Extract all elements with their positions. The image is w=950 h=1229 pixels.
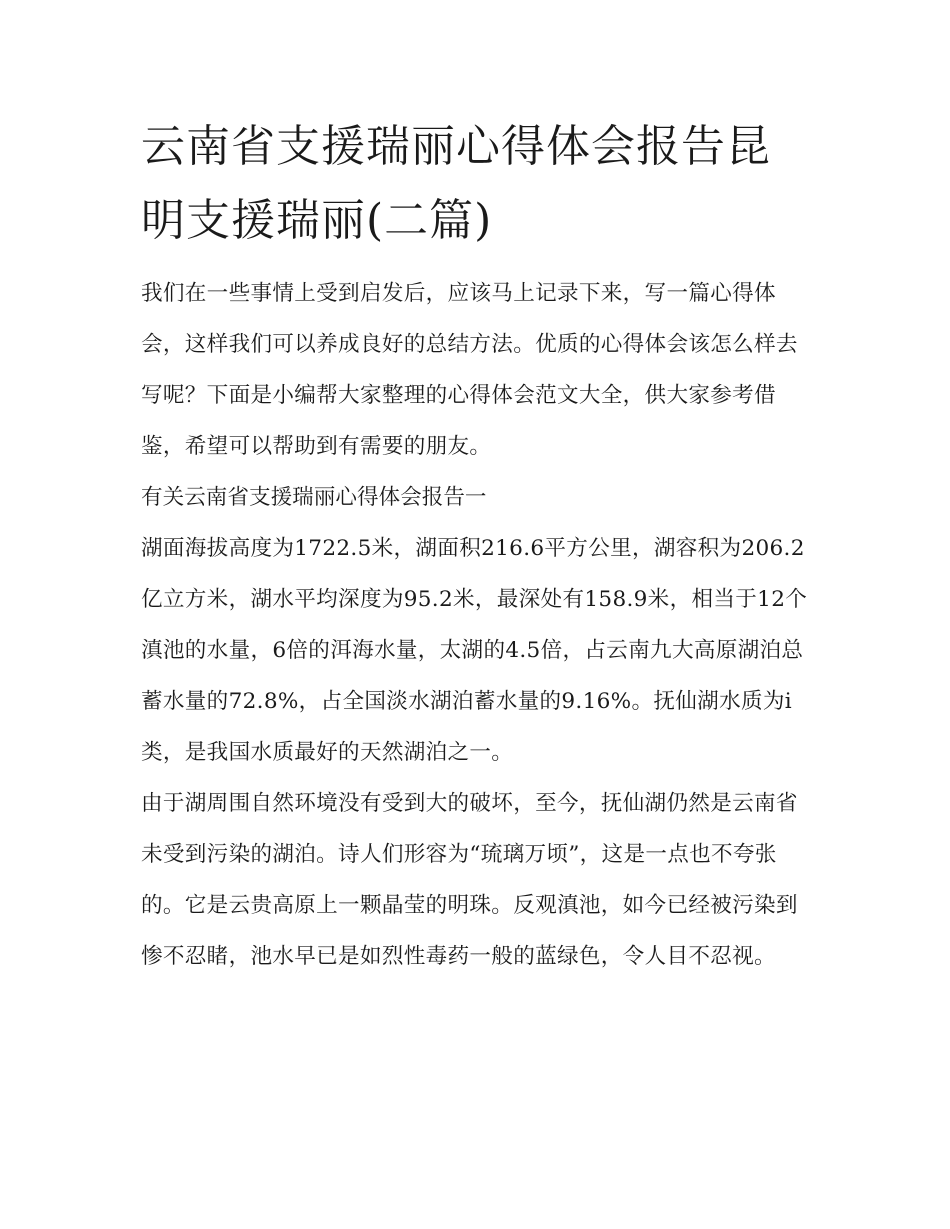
- section-heading: 有关云南省支援瑞丽心得体会报告一: [141, 485, 487, 510]
- document-title: 云南省支援瑞丽心得体会报告昆明支援瑞丽(二篇): [141, 121, 771, 246]
- body-paragraph-2: 由于湖周围自然环境没有受到大的破坏，至今，抚仙湖仍然是云南省未受到污染的湖泊。诗人们形容为“琉璃万顷”，这是一点也不夸张的。它是云贵高原上一颗晶莹的明珠。反观滇池，如今已经被污染到惨不忍睹，池水早已是如烈性毒药一般的蓝绿色，令人目不忍视。: [141, 791, 798, 969]
- intro-paragraph: 我们在一些事情上受到启发后，应该马上记录下来，写一篇心得体会，这样我们可以养成良好的总结方法。优质的心得体会该怎么样去写呢？下面是小编帮大家整理的心得体会范文大全，供大家参考借鉴，希望可以帮助到有需要的朋友。: [141, 281, 798, 459]
- body-paragraph-1: 湖面海拔高度为1722.5米，湖面积216.6平方公里，湖容积为206.2亿立方米，湖水平均深度为95.2米，最深处有158.9米，相当于12个滇池的水量，6倍的洱海水量，太湖的4.5倍，占云南九大高原湖泊总蓄水量的72.8%，占全国淡水湖泊蓄水量的9.16%。抚仙湖水质为i类，是我国水质最好的天然湖泊之一。: [141, 536, 808, 765]
